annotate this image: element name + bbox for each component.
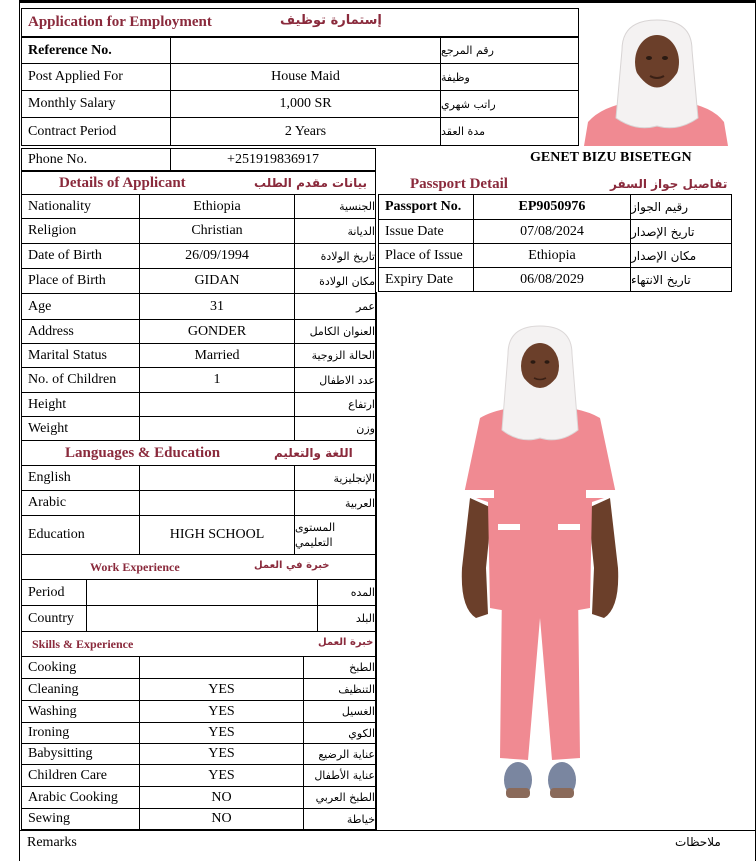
table-cell-ar: المده — [317, 579, 376, 606]
post-ar: وظيفة — [440, 63, 579, 91]
table-row: English — [21, 465, 140, 491]
form-title-ar: إستمارة توظيف — [280, 13, 382, 28]
table-cell-ar: تاريخ الإصدار — [630, 219, 732, 244]
table-cell-ar: تاريخ الولادة — [294, 243, 376, 269]
table-cell: 06/08/2029 — [473, 267, 631, 292]
remarks-row — [19, 830, 756, 861]
table-row: Place of Issue — [378, 243, 474, 268]
table-cell — [139, 490, 295, 516]
table-row: Place of Birth — [21, 268, 140, 294]
table-cell: NO — [139, 786, 304, 809]
passport-title-en: Passport Detail — [410, 176, 508, 192]
applicant-name: GENET BIZU BISETEGN — [530, 150, 692, 165]
table-cell-ar: عناية الرضيع — [303, 743, 376, 765]
table-cell-ar: عدد الاطفال — [294, 367, 376, 393]
table-row: Nationality — [21, 194, 140, 219]
skills-title-row — [21, 631, 376, 657]
table-row: Cleaning — [21, 678, 140, 701]
table-cell-ar: العنوان الكامل — [294, 319, 376, 344]
table-row: Expiry Date — [378, 267, 474, 292]
table-row: Height — [21, 392, 140, 417]
table-cell-ar: الحالة الزوجية — [294, 343, 376, 368]
table-cell: YES — [139, 722, 304, 744]
table-cell-ar: مكان الإصدار — [630, 243, 732, 268]
table-cell: NO — [139, 808, 304, 830]
applicant-title-ar: بيانات مقدم الطلب — [254, 176, 368, 190]
table-cell-ar: عمر — [294, 293, 376, 320]
form-title-en: Application for Employment — [28, 14, 212, 30]
table-cell — [86, 579, 318, 606]
portrait-photo-icon — [582, 10, 732, 146]
table-row: Address — [21, 319, 140, 344]
reference-ar: رقم المرجع — [440, 37, 579, 64]
skills-title-en: Skills & Experience — [32, 637, 134, 651]
table-cell — [86, 605, 318, 632]
table-cell — [139, 416, 295, 441]
table-cell: 31 — [139, 293, 295, 320]
table-cell: 07/08/2024 — [473, 219, 631, 244]
table-cell-ar: ارتفاع — [294, 392, 376, 417]
table-cell: 26/09/1994 — [139, 243, 295, 269]
reference-value — [170, 37, 441, 64]
right-column-divider — [376, 292, 377, 830]
table-cell-ar: مكان الولادة — [294, 268, 376, 294]
table-cell: YES — [139, 700, 304, 723]
table-cell-ar: العربية — [294, 490, 376, 516]
full-body-photo-icon — [440, 318, 640, 818]
table-row: Cooking — [21, 656, 140, 679]
table-row: Washing — [21, 700, 140, 723]
table-row: Religion — [21, 218, 140, 244]
applicant-title-row — [21, 171, 376, 195]
phone-value: +251919836917 — [170, 148, 376, 171]
education-label: Education — [21, 515, 140, 555]
table-cell-ar: الإنجليزية — [294, 465, 376, 491]
work-title-ar: خبرة في العمل — [254, 560, 330, 571]
table-row: Babysitting — [21, 743, 140, 765]
table-cell-ar: الطبخ — [303, 656, 376, 679]
education-ar: المستوى التعليمي — [294, 515, 376, 555]
table-cell-ar: الكوي — [303, 722, 376, 744]
table-cell-ar: عناية الأطفال — [303, 764, 376, 787]
table-cell — [139, 392, 295, 417]
table-cell — [139, 465, 295, 491]
table-row: Children Care — [21, 764, 140, 787]
table-row: Ironing — [21, 722, 140, 744]
table-row: Date of Birth — [21, 243, 140, 269]
post-label: Post Applied For — [21, 63, 171, 91]
work-title-en: Work Experience — [90, 560, 180, 574]
table-cell-ar: الطبخ العربي — [303, 786, 376, 809]
table-cell-ar: تاريخ الانتهاء — [630, 267, 732, 292]
languages-title-ar: اللغة والتعليم — [274, 446, 353, 460]
table-row: Period — [21, 579, 87, 606]
reference-label: Reference No. — [21, 37, 171, 64]
table-cell: YES — [139, 764, 304, 787]
table-row: Weight — [21, 416, 140, 441]
table-cell-ar: التنظيف — [303, 678, 376, 701]
languages-title-row — [21, 440, 376, 466]
work-title-row — [21, 554, 376, 580]
contract-value: 2 Years — [170, 117, 441, 146]
post-value: House Maid — [170, 63, 441, 91]
table-cell-ar: خياطة — [303, 808, 376, 830]
table-row: Age — [21, 293, 140, 320]
table-row: Sewing — [21, 808, 140, 830]
table-cell-ar: الجنسية — [294, 194, 376, 219]
table-row: Country — [21, 605, 87, 632]
table-row: Passport No. — [378, 194, 474, 220]
table-cell: 1 — [139, 367, 295, 393]
full-body-photo — [440, 318, 640, 818]
table-cell: GIDAN — [139, 268, 295, 294]
passport-title-ar: تفاصيل جواز السفر — [610, 177, 728, 191]
portrait-photo — [582, 10, 732, 146]
table-cell: Married — [139, 343, 295, 368]
phone-label: Phone No. — [21, 148, 171, 171]
table-cell — [139, 656, 304, 679]
table-row: Marital Status — [21, 343, 140, 368]
salary-ar: راتب شهري — [440, 90, 579, 118]
table-row: Arabic — [21, 490, 140, 516]
salary-value: 1,000 SR — [170, 90, 441, 118]
salary-label: Monthly Salary — [21, 90, 171, 118]
table-cell: EP9050976 — [473, 194, 631, 220]
table-row: Issue Date — [378, 219, 474, 244]
education-value: HIGH SCHOOL — [139, 515, 295, 555]
table-cell-ar: الغسيل — [303, 700, 376, 723]
applicant-title-en: Details of Applicant — [59, 175, 186, 191]
languages-title-en: Languages & Education — [65, 445, 221, 461]
table-cell: YES — [139, 678, 304, 701]
skills-title-ar: خبرة العمل — [318, 637, 374, 648]
contract-label: Contract Period — [21, 117, 171, 146]
table-cell: Ethiopia — [473, 243, 631, 268]
table-cell-ar: وزن — [294, 416, 376, 441]
contract-ar: مدة العقد — [440, 117, 579, 146]
table-cell: Ethiopia — [139, 194, 295, 219]
table-row: No. of Children — [21, 367, 140, 393]
table-cell: Christian — [139, 218, 295, 244]
table-cell-ar: البلد — [317, 605, 376, 632]
table-row: Arabic Cooking — [21, 786, 140, 809]
table-cell-ar: الديانة — [294, 218, 376, 244]
remarks-label: Remarks — [27, 835, 77, 850]
remarks-ar: ملاحظات — [675, 835, 721, 849]
table-cell-ar: رقيم الجواز — [630, 194, 732, 220]
table-cell: YES — [139, 743, 304, 765]
table-cell: GONDER — [139, 319, 295, 344]
